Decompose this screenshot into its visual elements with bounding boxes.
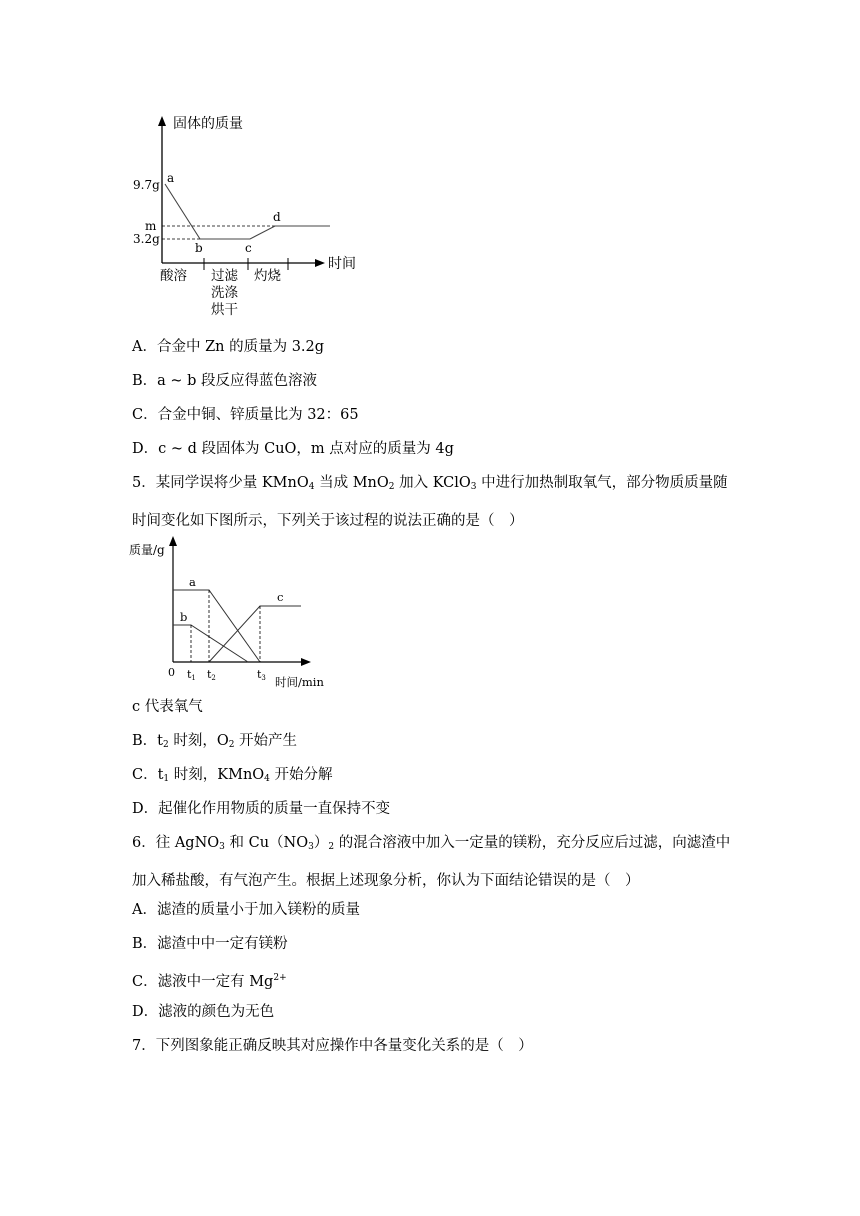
y-axis-label: 固体的质量 <box>173 116 243 132</box>
tick-t1: t1 <box>187 668 196 682</box>
q6-option-b: B．滤渣中中一定有镁粉 <box>132 936 288 952</box>
series-c-line <box>209 606 301 662</box>
solid-mass-curve <box>165 184 330 239</box>
tick-t3: t3 <box>257 668 266 682</box>
q4-option-a: A．合金中 Zn 的质量为 3.2g <box>132 339 325 355</box>
point-c: c <box>245 241 252 255</box>
stage-filter: 过滤 <box>211 268 238 284</box>
q6-option-c: C．滤液中一定有 $Mg^{2+}$ <box>132 973 287 990</box>
stage-dry: 烘干 <box>211 302 238 318</box>
point-b: b <box>195 241 203 255</box>
series-b-label: b <box>180 610 188 624</box>
stage-wash: 洗涤 <box>211 285 238 301</box>
x-axis-label: 时间/min <box>275 675 324 689</box>
q5-option-c: C．$t_1$ 时刻，KMnO$_4$ 开始分解 <box>132 767 333 784</box>
chart-solid-mass <box>125 110 385 325</box>
x-axis-arrow <box>315 259 325 267</box>
stage-acid-dissolve: 酸溶 <box>160 268 187 284</box>
series-a-line <box>173 590 260 662</box>
q5-option-a: c 代表氧气 <box>132 699 203 715</box>
point-a: a <box>167 171 175 185</box>
series-b-line <box>173 625 248 662</box>
y-tick-9.7g: 9.7g <box>133 178 160 192</box>
q4-option-d: D．c ~ d 段固体为 CuO，m 点对应的质量为 4g <box>132 441 454 457</box>
q4-option-c: C．合金中铜、锌质量比为 32：65 <box>132 407 359 423</box>
origin-label: 0 <box>168 666 175 679</box>
q7-stem: 7．下列图象能正确反映其对应操作中各量变化关系的是（ ） <box>132 1038 533 1054</box>
y-axis-arrow <box>158 116 166 126</box>
x-axis-label: 时间 <box>328 256 356 272</box>
x-axis-arrow <box>301 658 311 666</box>
stage-burn: 灼烧 <box>254 268 281 284</box>
y-tick-3.2g: 3.2g <box>133 232 160 246</box>
q5-option-d: D．起催化作用物质的质量一直保持不变 <box>132 801 391 817</box>
q6-stem: 6．往 AgNO$_3$ 和 $Cu(NO_3)_2$ 的混合溶液中加入一定量的镁粉，充分反应后过滤，向滤渣中加入稀盐酸，有气泡产生。根据上述现象分析，你认为下面结论错误的是（ ） <box>132 835 731 889</box>
series-a-label: a <box>189 575 196 589</box>
y-tick-m: m <box>145 219 157 233</box>
q4-option-b: B．a ~ b 段反应得蓝色溶液 <box>132 373 318 389</box>
q5-stem: 5．某同学误将少量 KMnO$_4$ 当成 MnO$_2$ 加入 KClO$_3$ 中进行加热制取氧气，部分物质质量随时间变化如下图所示，下列关于该过程的说法正确的是（ ） <box>132 475 728 529</box>
tick-t2: t2 <box>207 668 216 682</box>
y-axis-arrow <box>169 536 177 546</box>
y-axis-label: 质量/g <box>129 543 165 557</box>
q5-option-b: B．$t_2$ 时刻，$O_2$ 开始产生 <box>132 733 298 750</box>
chart-mass-time <box>125 532 335 692</box>
point-d: d <box>273 210 281 224</box>
q6-option-a: A．滤渣的质量小于加入镁粉的质量 <box>132 902 360 918</box>
q6-option-d: D．滤液的颜色为无色 <box>132 1004 275 1020</box>
series-c-label: c <box>277 590 284 604</box>
